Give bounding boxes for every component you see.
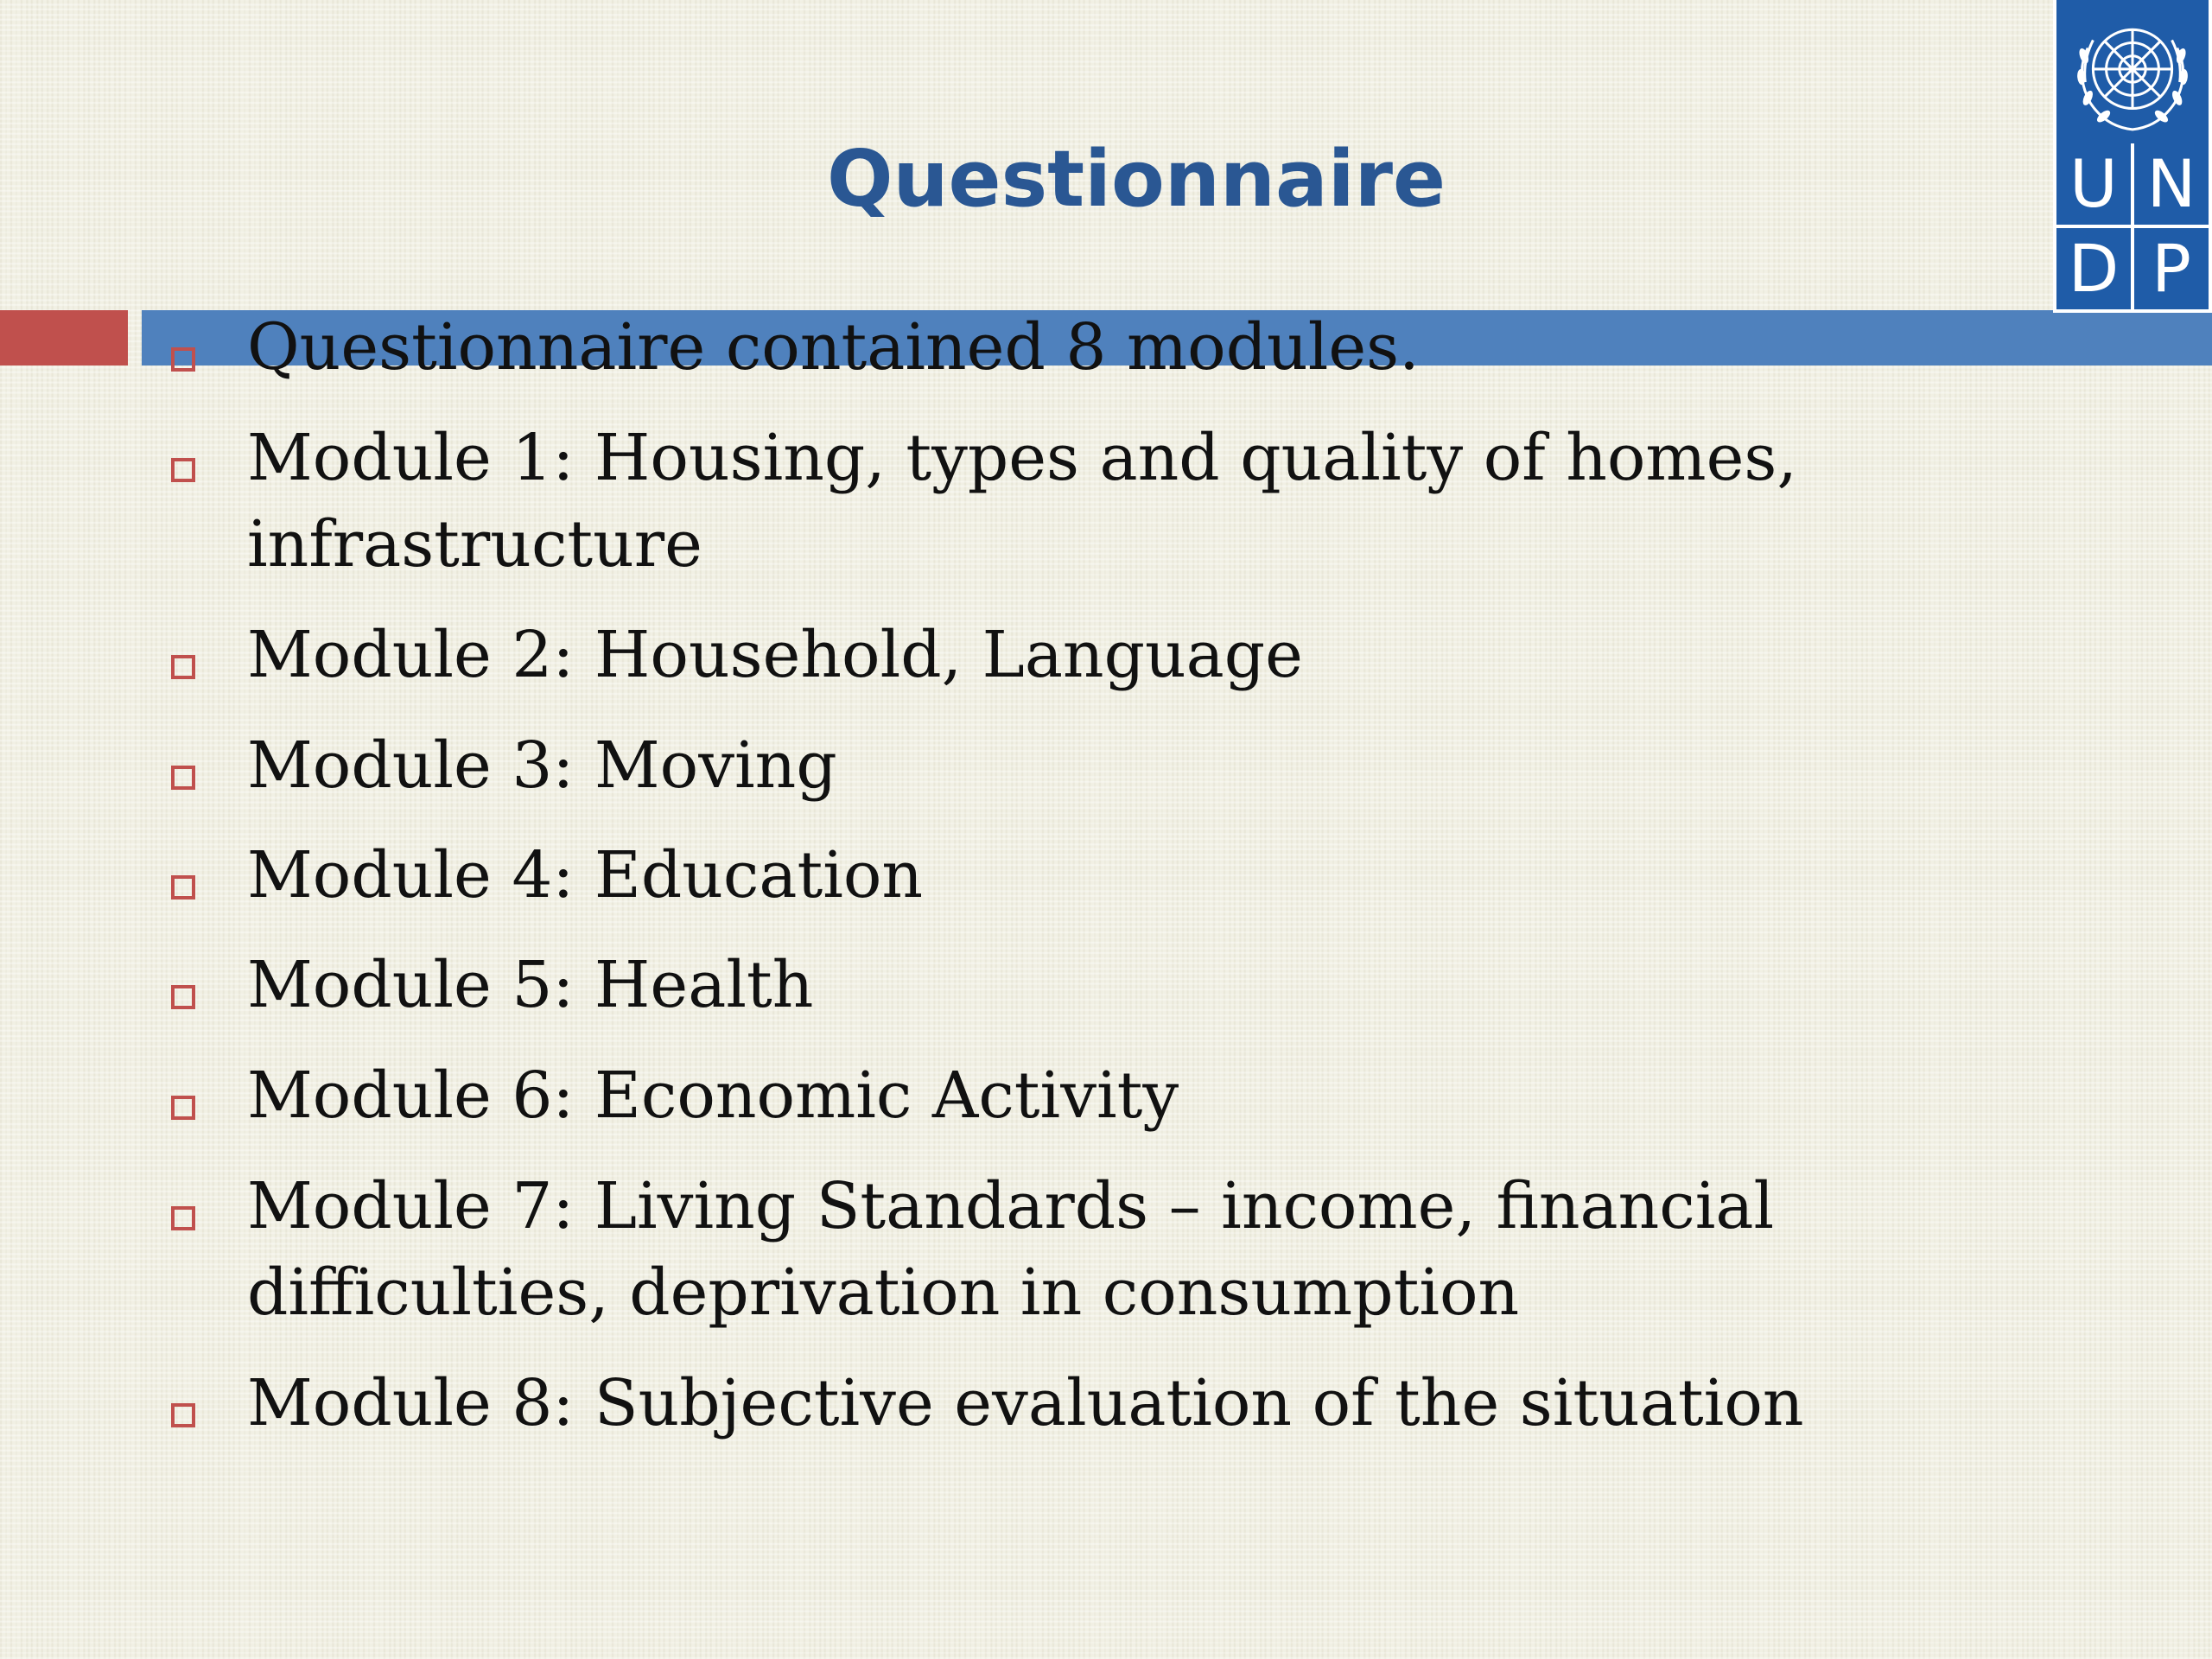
undp-logo bbox=[2053, 0, 2212, 313]
bullet-item bbox=[171, 415, 2003, 588]
bullet-text: Module 6: Economic Activity bbox=[247, 1058, 1179, 1133]
bullet-item bbox=[171, 942, 2003, 1028]
square-bullet-icon bbox=[171, 655, 195, 679]
bullet-text: Module 1: Housing, types and quality of homes, infrastructure bbox=[247, 421, 1797, 582]
square-bullet-icon bbox=[171, 1096, 195, 1120]
bullet-text: Module 5: Health bbox=[247, 948, 814, 1022]
square-bullet-icon bbox=[171, 458, 195, 482]
slide-title: Questionnaire bbox=[826, 134, 1446, 225]
logo-letter-p: P bbox=[2134, 228, 2209, 309]
square-bullet-icon bbox=[171, 985, 195, 1009]
square-bullet-icon bbox=[171, 1403, 195, 1427]
un-emblem-icon bbox=[2067, 9, 2198, 140]
undp-letter-grid bbox=[2056, 143, 2209, 309]
bullet-text: Module 2: Household, Language bbox=[247, 618, 1303, 692]
bullet-item bbox=[171, 304, 2003, 391]
bullet-item bbox=[171, 1163, 2003, 1336]
square-bullet-icon bbox=[171, 766, 195, 790]
bullet-item bbox=[171, 1052, 2003, 1139]
logo-letter-u: U bbox=[2056, 143, 2131, 225]
square-bullet-icon bbox=[171, 1206, 195, 1230]
bullet-item bbox=[171, 722, 2003, 809]
logo-letter-n: N bbox=[2134, 143, 2209, 225]
bullet-text: Module 8: Subjective evaluation of the situation bbox=[247, 1366, 1804, 1440]
bullet-text: Questionnaire contained 8 modules. bbox=[247, 310, 1420, 385]
bullet-item bbox=[171, 612, 2003, 698]
bullet-item bbox=[171, 1360, 2003, 1446]
bullet-text: Module 7: Living Standards – income, financial difficulties, deprivation in consumption bbox=[247, 1169, 1775, 1330]
bullet-item bbox=[171, 832, 2003, 918]
bullet-text: Module 4: Education bbox=[247, 838, 924, 912]
square-bullet-icon bbox=[171, 875, 195, 899]
square-bullet-icon bbox=[171, 347, 195, 372]
title-accent-red-bar bbox=[0, 310, 128, 365]
bullet-text: Module 3: Moving bbox=[247, 728, 837, 803]
logo-letter-d: D bbox=[2056, 228, 2131, 309]
